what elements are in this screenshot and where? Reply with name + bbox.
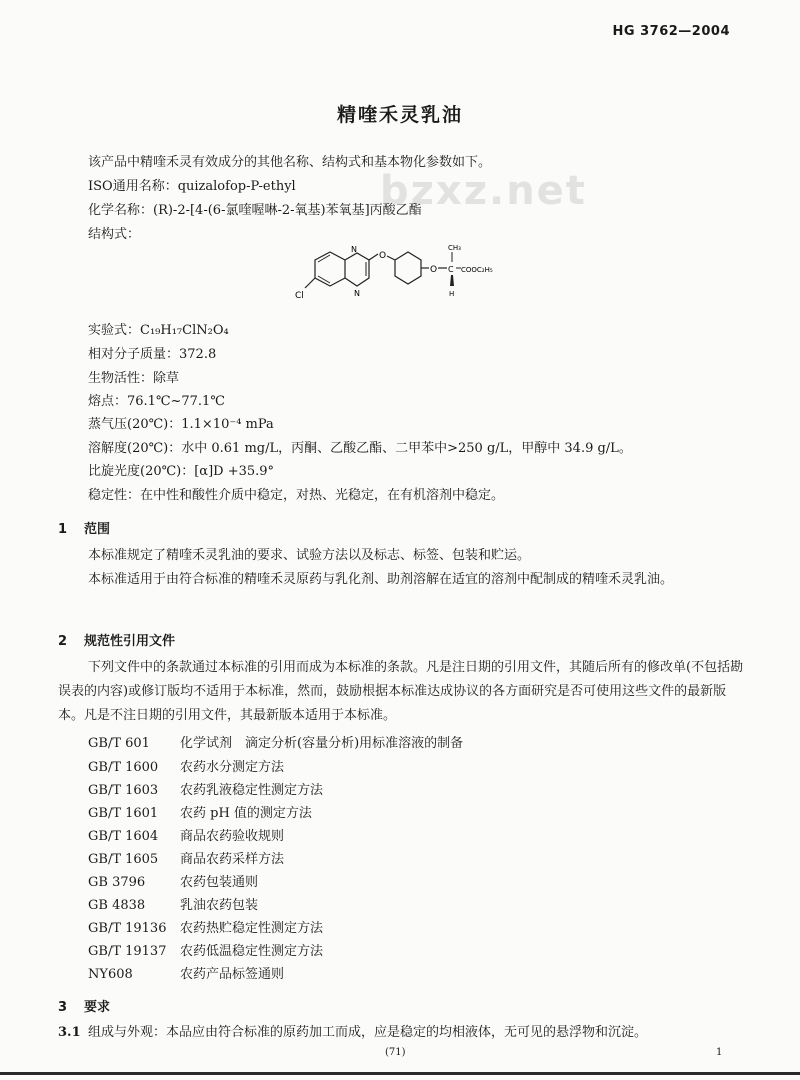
reference-code: GB/T 1600 [88,760,159,775]
section-3-1-paragraph [58,1024,647,1042]
standard-number: HG 3762—2004 [612,24,730,39]
property-vapor-pressure: 蒸气压(20℃)：1.1×10⁻⁴ mPa [88,417,274,432]
document-title: 精喹禾灵乳油 [336,104,463,126]
clause-number: 3.1 [58,1025,81,1040]
c-label: C [448,265,454,274]
property-melting-point: 熔点：76.1℃~77.1℃ [88,394,225,409]
reference-item [88,894,258,913]
reference-item [88,848,284,867]
section-title: 范围 [84,522,111,537]
ch3-label: CH₃ [448,244,461,252]
footer-page-number: 1 [716,1047,723,1058]
clause-text: 组成与外观：本品应由符合标准的原药加工而成，应是稳定的均相液体，无可见的悬浮物和沉淀。 [88,1025,648,1040]
structural-formula [275,240,545,310]
reference-title: 商品农药验收规则 [180,829,285,844]
section-2-paragraph: 下列文件中的条款通过本标准的引用而成为本标准的条款。凡是注日期的引用文件，其随后所有的修改单(不包括勘误表的内容)或修订版均不适用于本标准，然而，鼓励根据本标准达成协议的各方面研究是否可使用这些文件的最新版本。凡是不注日期的引用文件，其最新版本适用于本标准。 [58,660,744,723]
property-formula: 实验式：C₁₉H₁₇ClN₂O₄ [88,323,229,338]
reference-title: 乳油农药包装 [180,898,259,913]
footer-page-label: (71) [385,1047,406,1058]
reference-code: GB/T 1601 [88,806,159,821]
reference-code: NY608 [88,967,133,982]
reference-item [88,917,323,936]
reference-code: GB 4838 [88,898,146,913]
reference-title: 农药乳液稳定性测定方法 [180,783,324,798]
n-top-label: N [351,245,357,254]
intro-line: 该产品中精喹禾灵有效成分的其他名称、结构式和基本物化参数如下。 [88,155,492,170]
structure-label: 结构式： [88,227,141,242]
reference-item [88,732,463,751]
section-2-heading [58,630,175,649]
section-title: 要求 [84,1000,111,1015]
cl-label: Cl [295,291,304,301]
property-optical-rotation: 比旋光度(20℃)：[α]D +35.9° [88,464,275,479]
reference-item [88,779,323,798]
watermark: bzxz.net [380,168,587,214]
section-number: 3 [58,1000,68,1015]
reference-title: 农药水分测定方法 [180,760,285,775]
reference-item [88,871,258,890]
property-mass: 相对分子质量：372.8 [88,347,217,362]
bottom-rule [0,1072,800,1075]
iso-name: ISO通用名称：quizalofop-P-ethyl [88,179,296,194]
section-1-heading [58,518,110,537]
reference-title: 农药热贮稳定性测定方法 [180,921,324,936]
reference-code: GB/T 601 [88,736,150,751]
reference-code: GB/T 1605 [88,852,159,867]
reference-item [88,756,284,775]
chemical-name: 化学名称：(R)-2-[4-(6-氯喹喔啉-2-氧基)苯氧基]丙酸乙酯 [88,203,422,218]
reference-code: GB/T 1603 [88,783,159,798]
h-label: H [449,290,455,298]
reference-title: 农药包装通则 [180,875,259,890]
reference-code: GB/T 19136 [88,921,167,936]
reference-code: GB/T 1604 [88,829,159,844]
reference-title: 农药低温稳定性测定方法 [180,944,324,959]
property-activity: 生物活性：除草 [88,371,180,386]
property-solubility: 溶解度(20℃)：水中 0.61 mg/L，丙酮、乙酸乙酯、二甲苯中>250 g/L，甲醇中 34.9 g/L。 [88,441,632,456]
reference-item [88,940,323,959]
n-bot-label: N [354,289,360,298]
reference-item [88,963,284,982]
section-1-paragraph: 本标准规定了精喹禾灵乳油的要求、试验方法以及标志、标签、包装和贮运。 [88,548,531,563]
reference-code: GB 3796 [88,875,146,890]
o2-label: O [430,265,438,275]
reference-title: 化学试剂 滴定分析(容量分析)用标准溶液的制备 [180,736,464,751]
reference-code: GB/T 19137 [88,944,167,959]
reference-title: 农药产品标签通则 [180,967,285,982]
section-number: 1 [58,522,68,537]
section-number: 2 [58,634,68,649]
o1-label: O [379,251,387,261]
reference-title: 商品农药采样方法 [180,852,285,867]
reference-title: 农药 pH 值的测定方法 [180,806,312,821]
section-1-paragraph: 本标准适用于由符合标准的精喹禾灵原药与乳化剂、助剂溶解在适宜的溶剂中配制成的精喹禾灵乳油。 [88,572,674,587]
section-title: 规范性引用文件 [84,634,176,649]
section-3-heading [58,996,110,1015]
reference-item [88,802,312,821]
ester-label: COOC₂H₅ [461,266,493,274]
property-stability: 稳定性：在中性和酸性介质中稳定，对热、光稳定，在有机溶剂中稳定。 [88,488,505,503]
reference-item [88,825,284,844]
